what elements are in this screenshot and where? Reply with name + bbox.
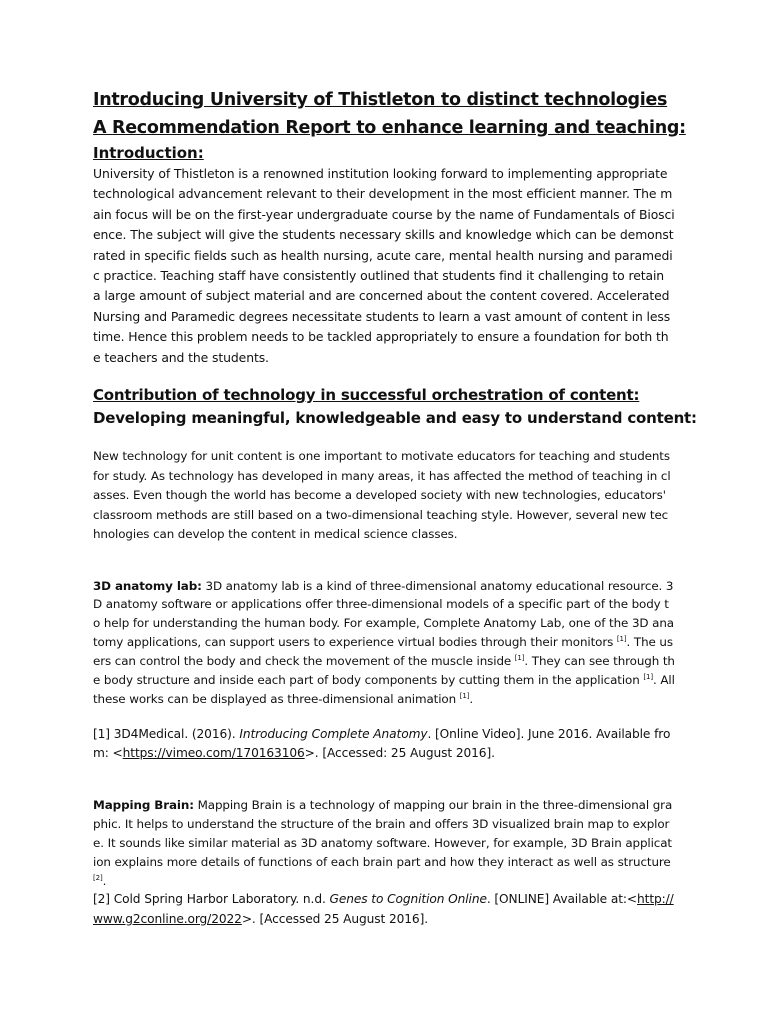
reference-1-suffix: >. [Accessed: 25 August 2016].	[304, 746, 495, 761]
reference-1-title: Introducing Complete Anatomy	[239, 726, 428, 741]
reference-1-middle: . [Online Video]. June 2016. Available from: <	[93, 726, 671, 761]
anatomy-lab-lead: 3D anatomy lab:	[93, 578, 202, 593]
document-body	[93, 86, 697, 929]
contribution-paragraph: New technology for unit content is one important to motivate educators for teaching and students for study. As technology has developed in many areas, it has affected the method of teaching in classes. Even though the world has become a developed society with new technologies, educators' classroom methods are still based on a two-dimensional teaching style. However, several new technologies can develop the content in medical science classes.	[93, 449, 671, 542]
mapping-brain-paragraph	[93, 796, 675, 891]
report-title: Introducing University of Thistleton to distinct technologies	[93, 90, 668, 110]
report-subtitle-text: A Recommendation Report to enhance learning and teaching:	[93, 118, 686, 138]
anatomy-text-5: .	[469, 692, 474, 706]
content-development-heading: Developing meaningful, knowledgeable and easy to understand content:	[93, 409, 697, 428]
anatomy-text-2: . The users can control the body and check the movement of the muscle inside	[93, 635, 673, 669]
mapping-brain-lead: Mapping Brain:	[93, 797, 194, 812]
citation-marker: [1]	[616, 635, 627, 644]
citation-marker: [1]	[514, 654, 525, 663]
reference-1	[93, 725, 675, 764]
anatomy-text-1: 3D anatomy lab is a kind of three-dimensional anatomy educational resource. 3D anatomy software or applications offer three-dimensional models of a specific part of the body to help for understanding the human body. For example, Complete Anatomy Lab, one of the 3D anatomy applications, can support users to experience virtual bodies through their monitors	[93, 578, 674, 650]
reference-2-prefix: [2] Cold Spring Harbor Laboratory. n.d.	[93, 892, 330, 907]
reference-2	[93, 890, 675, 929]
reference-2-link[interactable]: http://www.g2conline.org/2022	[93, 892, 674, 926]
reference-2-middle: . [ONLINE] Available at:<	[486, 892, 638, 907]
reference-1-prefix: [1] 3D4Medical. (2016).	[93, 726, 240, 741]
citation-marker: [1]	[643, 673, 653, 682]
anatomy-lab-paragraph	[93, 577, 675, 709]
introduction-paragraph: University of Thistleton is a renowned institution looking forward to implementing appropriate technological advancement relevant to their development in the most efficient manner. The main focus will be on the first-year undergraduate course by the name of Fundamentals of Bioscience. The subject will give the students necessary skills and knowledge which can be demonstrated in specific fields such as health nursing, acute care, mental health nursing and paramedic practice. Teaching staff have consistently outlined that students find it challenging to retain a large amount of subject material and are concerned about the content covered. Accelerated Nursing and Paramedic degrees necessitate students to learn a vast amount of content in less time. Hence this problem needs to be tackled appropriately to ensure a foundation for both the teachers and the students.	[93, 166, 675, 365]
mapping-text-2: .	[102, 873, 107, 888]
reference-1-link[interactable]: https://vimeo.com/170163106	[122, 746, 305, 761]
anatomy-text-4: . All these works can be displayed as three-dimensional animation	[93, 673, 675, 706]
citation-marker: [2]	[93, 873, 103, 882]
citation-marker: [1]	[459, 692, 470, 700]
reference-2-title: Genes to Cognition Online	[329, 892, 487, 907]
report-subtitle	[93, 114, 686, 142]
contribution-heading: Contribution of technology in successful orchestration of content:	[93, 386, 640, 405]
mapping-text-1: Mapping Brain is a technology of mapping our brain in the three-dimensional graphic. It helps to understand the structure of the brain and offers 3D visualized brain map to explore. It sounds like similar material as 3D anatomy software. However, for example, 3D Brain application explains more details of functions of each brain part and how they interact as well as structure	[93, 797, 673, 869]
introduction-heading: Introduction:	[93, 144, 204, 162]
anatomy-text-3: . They can see through the body structure and inside each part of body components by cutting them in the application	[93, 654, 675, 688]
reference-2-suffix: >. [Accessed 25 August 2016].	[241, 911, 429, 926]
